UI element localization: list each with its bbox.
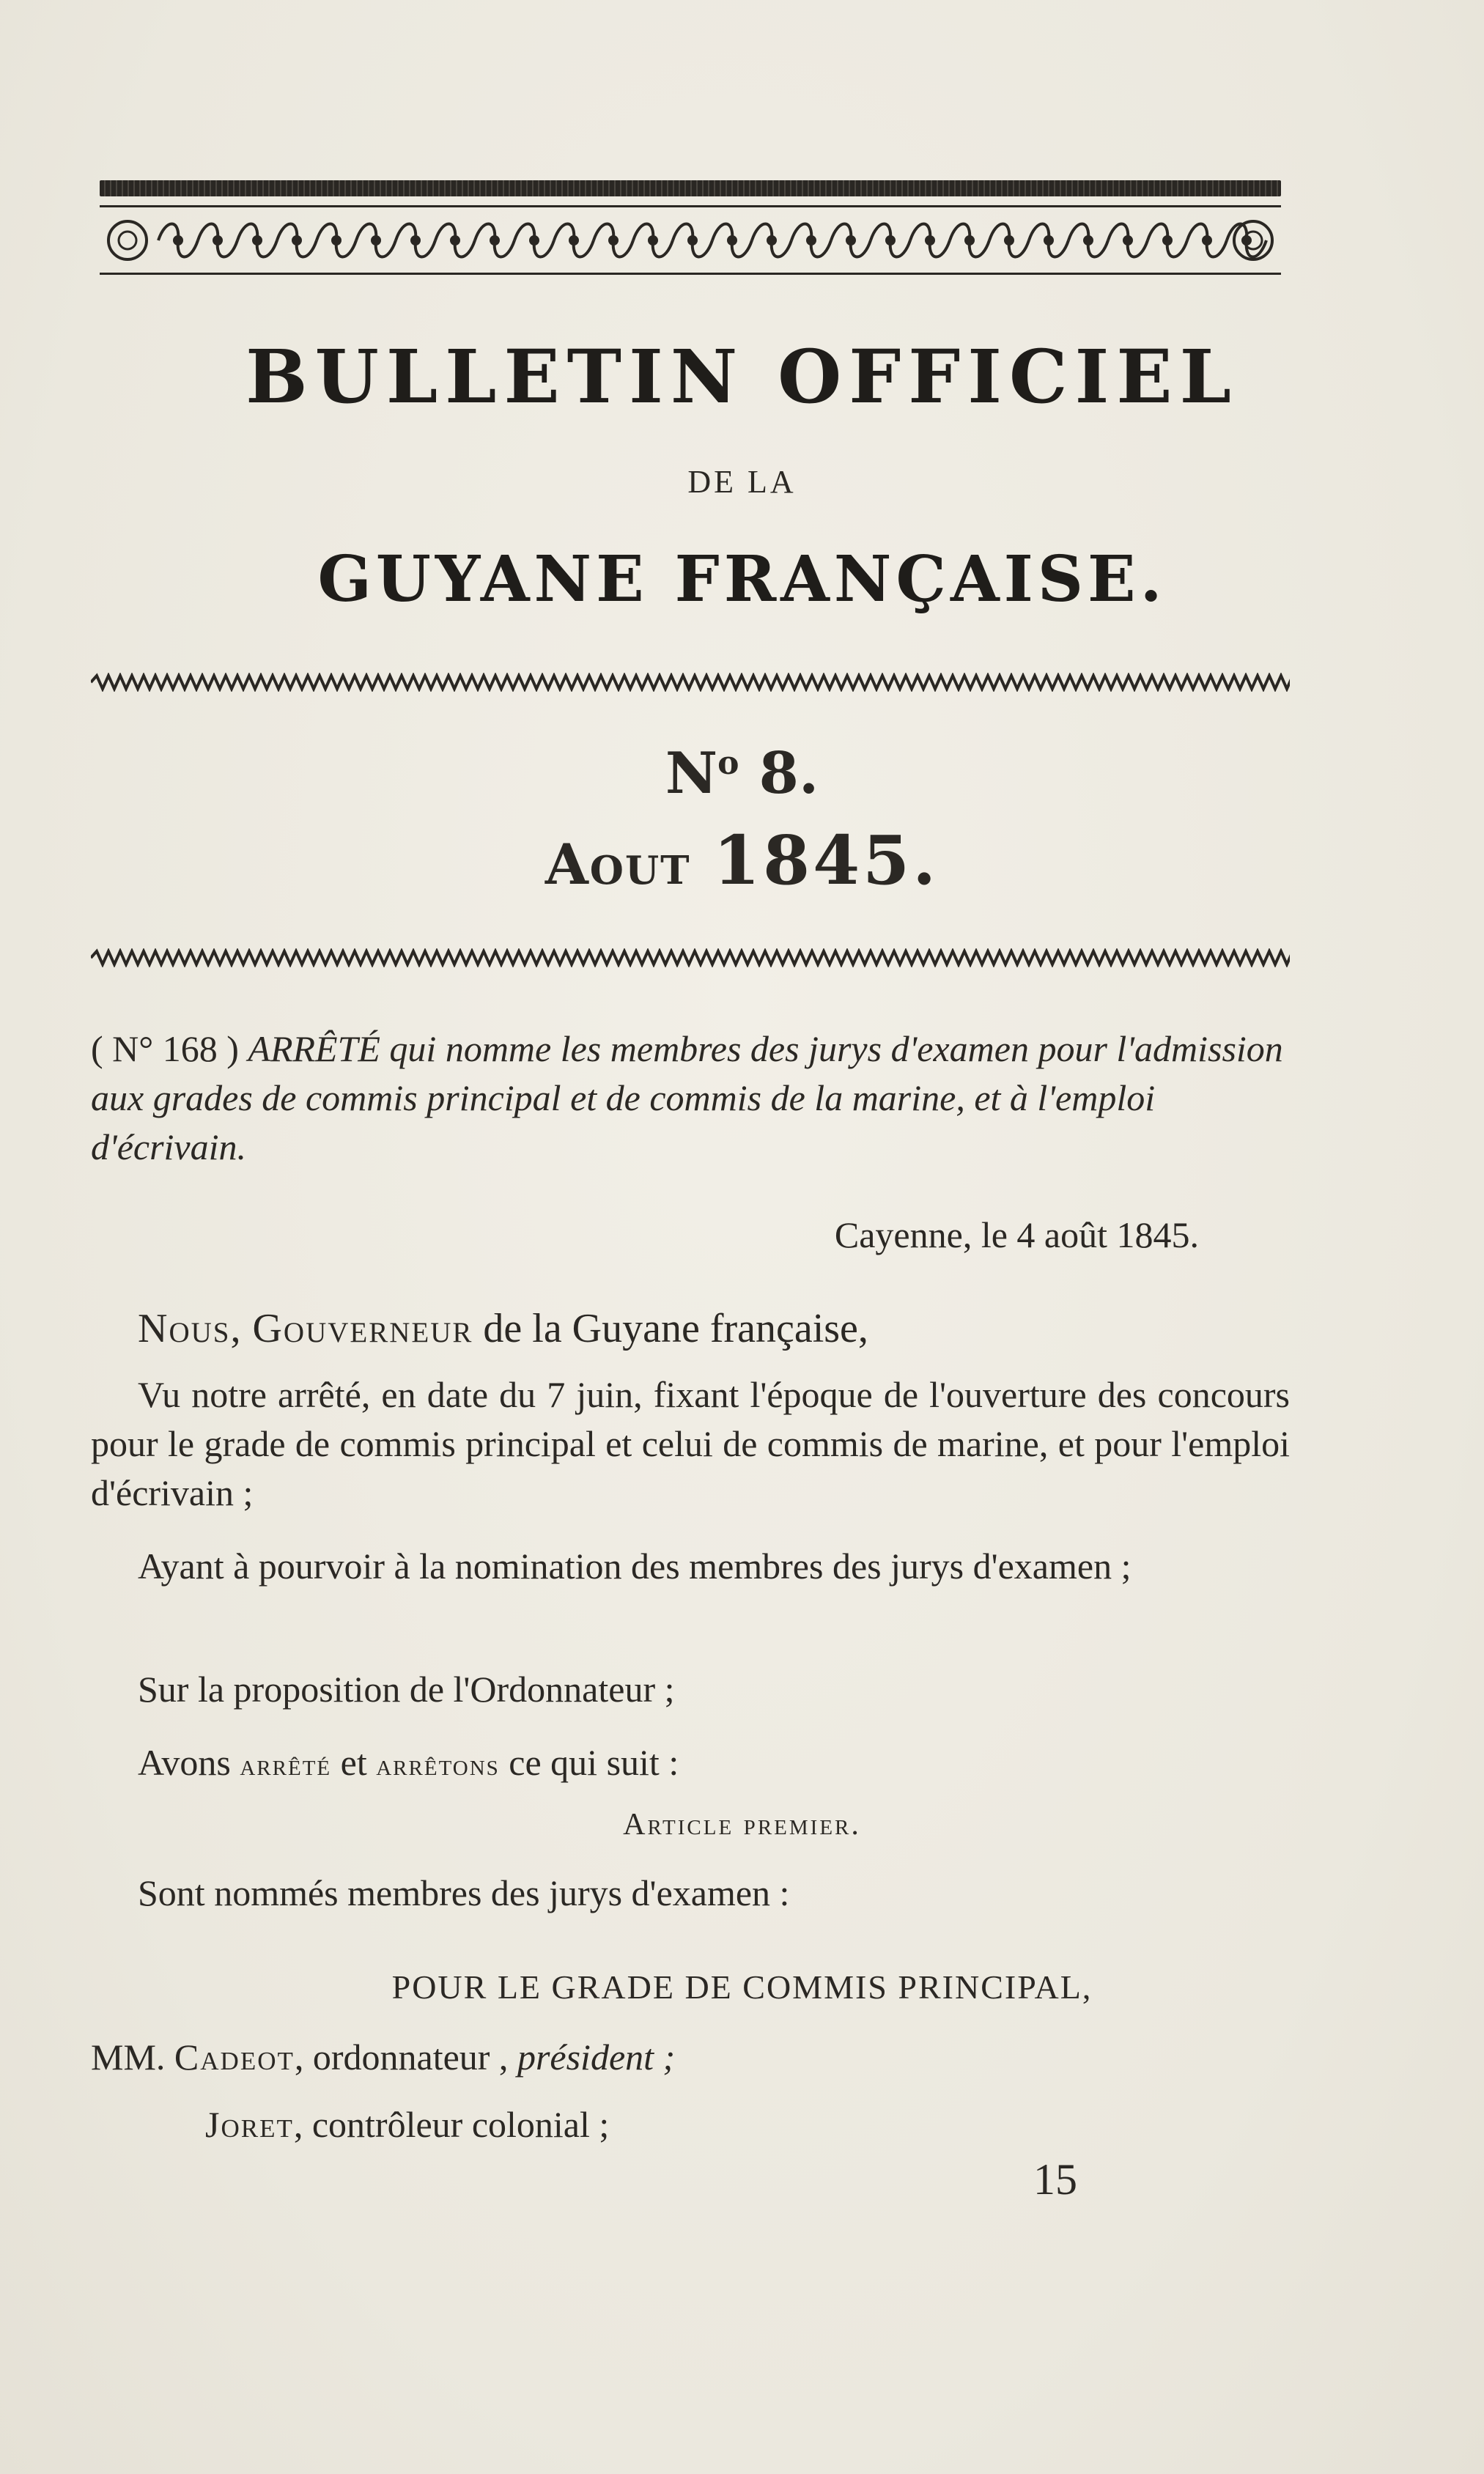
- avons-arrete: arrêté: [240, 1749, 332, 1782]
- avons-et: et: [340, 1742, 367, 1783]
- preamble-gouverneur: Gouverneur: [252, 1306, 473, 1351]
- member-1-name: Cadeot: [174, 2037, 295, 2078]
- issue-number-value: 8.: [739, 740, 819, 807]
- ornament-rule: [100, 205, 1281, 207]
- paragraph-sur: Sur la proposition de l'Ordonnateur ;: [138, 1669, 675, 1710]
- avons-word: Avons: [138, 1742, 231, 1783]
- wavy-rule-top: [91, 673, 1290, 692]
- ornament-rule-bottom: [100, 273, 1281, 275]
- member-1-title: président ;: [517, 2037, 676, 2078]
- member-line-2: [205, 2100, 1290, 2149]
- issue-date: [0, 821, 1484, 900]
- ornament-band: [100, 213, 1281, 268]
- arrete-ref: ( N° 168 ): [91, 1028, 239, 1069]
- member-1-role: , ordonnateur ,: [294, 2037, 509, 2078]
- section-heading: POUR LE GRADE DE COMMIS PRINCIPAL,: [391, 1968, 1093, 2006]
- paragraph-avons: [138, 1738, 1290, 1790]
- ornament-top-bar: [100, 180, 1281, 196]
- preamble-rest: de la Guyane française,: [483, 1306, 868, 1351]
- member-2-name: Joret: [205, 2104, 294, 2145]
- arrete-heading: [91, 1024, 1290, 1172]
- paragraph-ayant: Ayant à pourvoir à la nomination des membres des jurys d'examen ;: [138, 1546, 1132, 1587]
- de-la-line: DE LA: [687, 464, 797, 500]
- bulletin-title: BULLETIN OFFICIEL: [246, 333, 1238, 420]
- mm-label: MM.: [91, 2037, 166, 2078]
- avons-arretons: arrêtons: [376, 1749, 500, 1782]
- member-2-role: , contrôleur colonial ;: [293, 2104, 610, 2145]
- avons-end: ce qui suit :: [509, 1742, 679, 1783]
- arrete-title: ARRÊTÉ qui nomme les membres des jurys d'examen pour l'admission aux grades de commis principal et de commis de la marine, et à l'emploi d'écrivain.: [91, 1028, 1283, 1167]
- preamble: [138, 1304, 1290, 1354]
- paragraph-vu: Vu notre arrêté, en date du 7 juin, fixant l'époque de l'ouverture des concours pour le grade de commis principal et celui de commis de marine, et pour l'emploi d'écrivain ;: [91, 1374, 1290, 1513]
- issue-number: [0, 740, 1484, 807]
- issue-number-sup: o: [717, 745, 739, 782]
- issue-month: Aout: [544, 832, 691, 897]
- date-line: Cayenne, le 4 août 1845.: [834, 1214, 1199, 1255]
- paragraph-sont: Sont nommés membres des jurys d'examen :: [138, 1872, 790, 1913]
- issue-number-prefix: N: [665, 740, 718, 807]
- territory-title: GUYANE FRANÇAISE.: [317, 542, 1167, 616]
- wavy-rule-bottom: [91, 948, 1290, 967]
- member-line-1: [91, 2033, 1290, 2082]
- preamble-nous: Nous,: [138, 1306, 243, 1351]
- page-number: 15: [1033, 2155, 1077, 2204]
- issue-year: 1845.: [713, 821, 940, 900]
- article-heading: Article premier.: [623, 1808, 861, 1842]
